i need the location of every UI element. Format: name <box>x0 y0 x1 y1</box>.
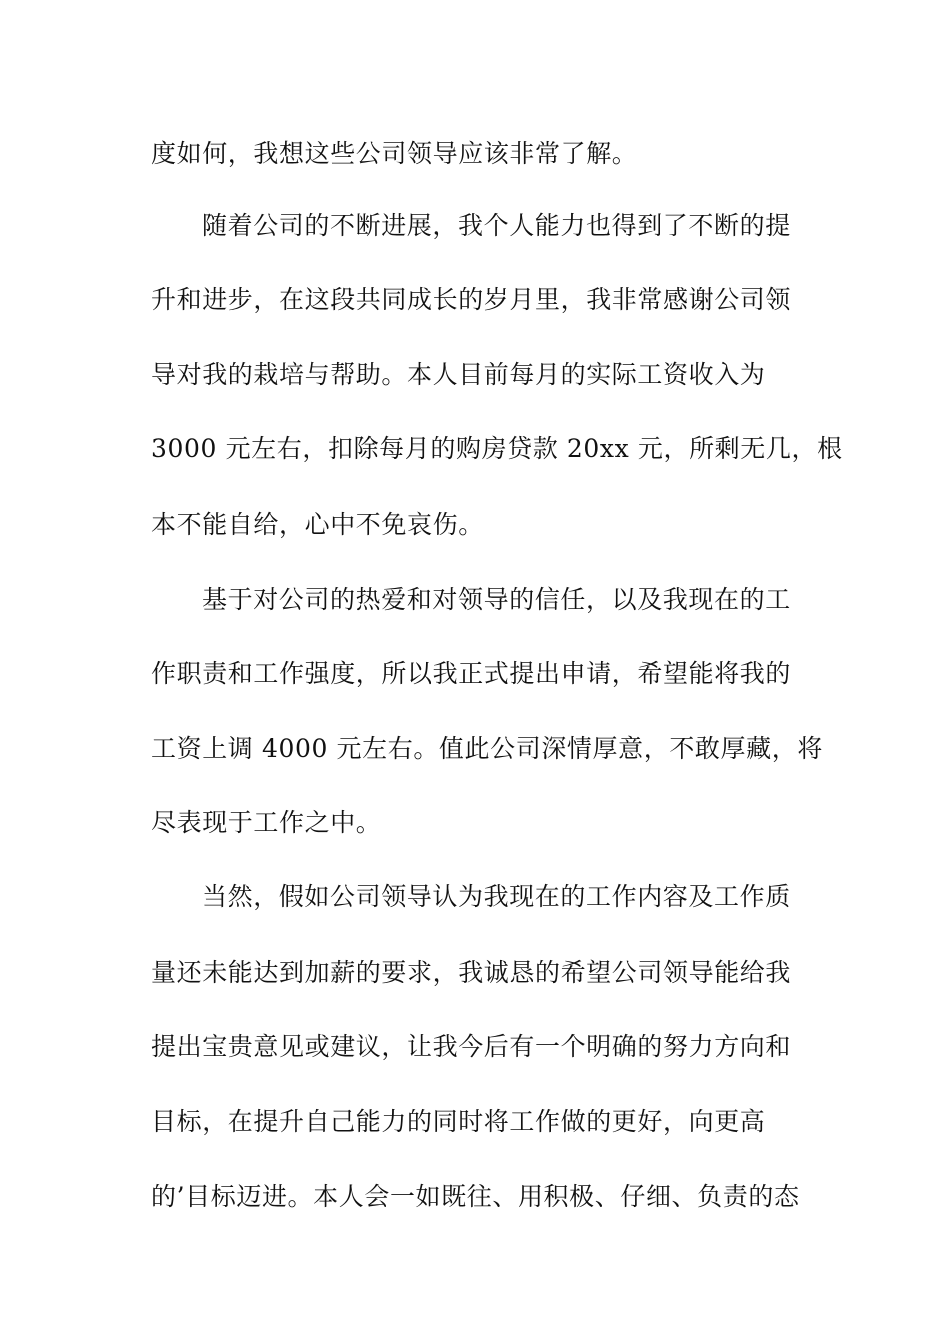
text-line: 度如何，我想这些公司领导应该非常了解。 <box>151 139 638 168</box>
paragraph-start-line: 当然，假如公司领导认为我现在的工作内容及工作质 <box>202 882 791 911</box>
text-line: 的’目标迈进。本人会一如既往、用积极、仔细、负责的态 <box>151 1182 800 1211</box>
text-line: 提出宝贵意见或建议，让我今后有一个明确的努力方向和 <box>151 1032 792 1061</box>
text-line: 本不能自给，心中不免哀伤。 <box>151 510 484 539</box>
text-line: 工资上调 4000 元左右。值此公司深情厚意，不敢厚藏，将 <box>151 734 823 763</box>
text-line: 目标，在提升自己能力的同时将工作做的更好，向更高 <box>151 1107 766 1136</box>
text-line: 作职责和工作强度，所以我正式提出申请，希望能将我的 <box>151 659 792 688</box>
text-line: 升和进步，在这段共同成长的岁月里，我非常感谢公司领 <box>151 285 792 314</box>
text-line: 量还未能达到加薪的要求，我诚恳的希望公司领导能给我 <box>151 958 792 987</box>
text-line: 3000 元左右，扣除每月的购房贷款 20xx 元，所剩无几，根 <box>151 434 843 463</box>
paragraph-start-line: 随着公司的不断进展，我个人能力也得到了不断的提 <box>202 211 791 240</box>
paragraph-start-line: 基于对公司的热爱和对领导的信任，以及我现在的工 <box>202 585 791 614</box>
text-line: 尽表现于工作之中。 <box>151 808 382 837</box>
text-line: 导对我的栽培与帮助。本人目前每月的实际工资收入为 <box>151 360 766 389</box>
